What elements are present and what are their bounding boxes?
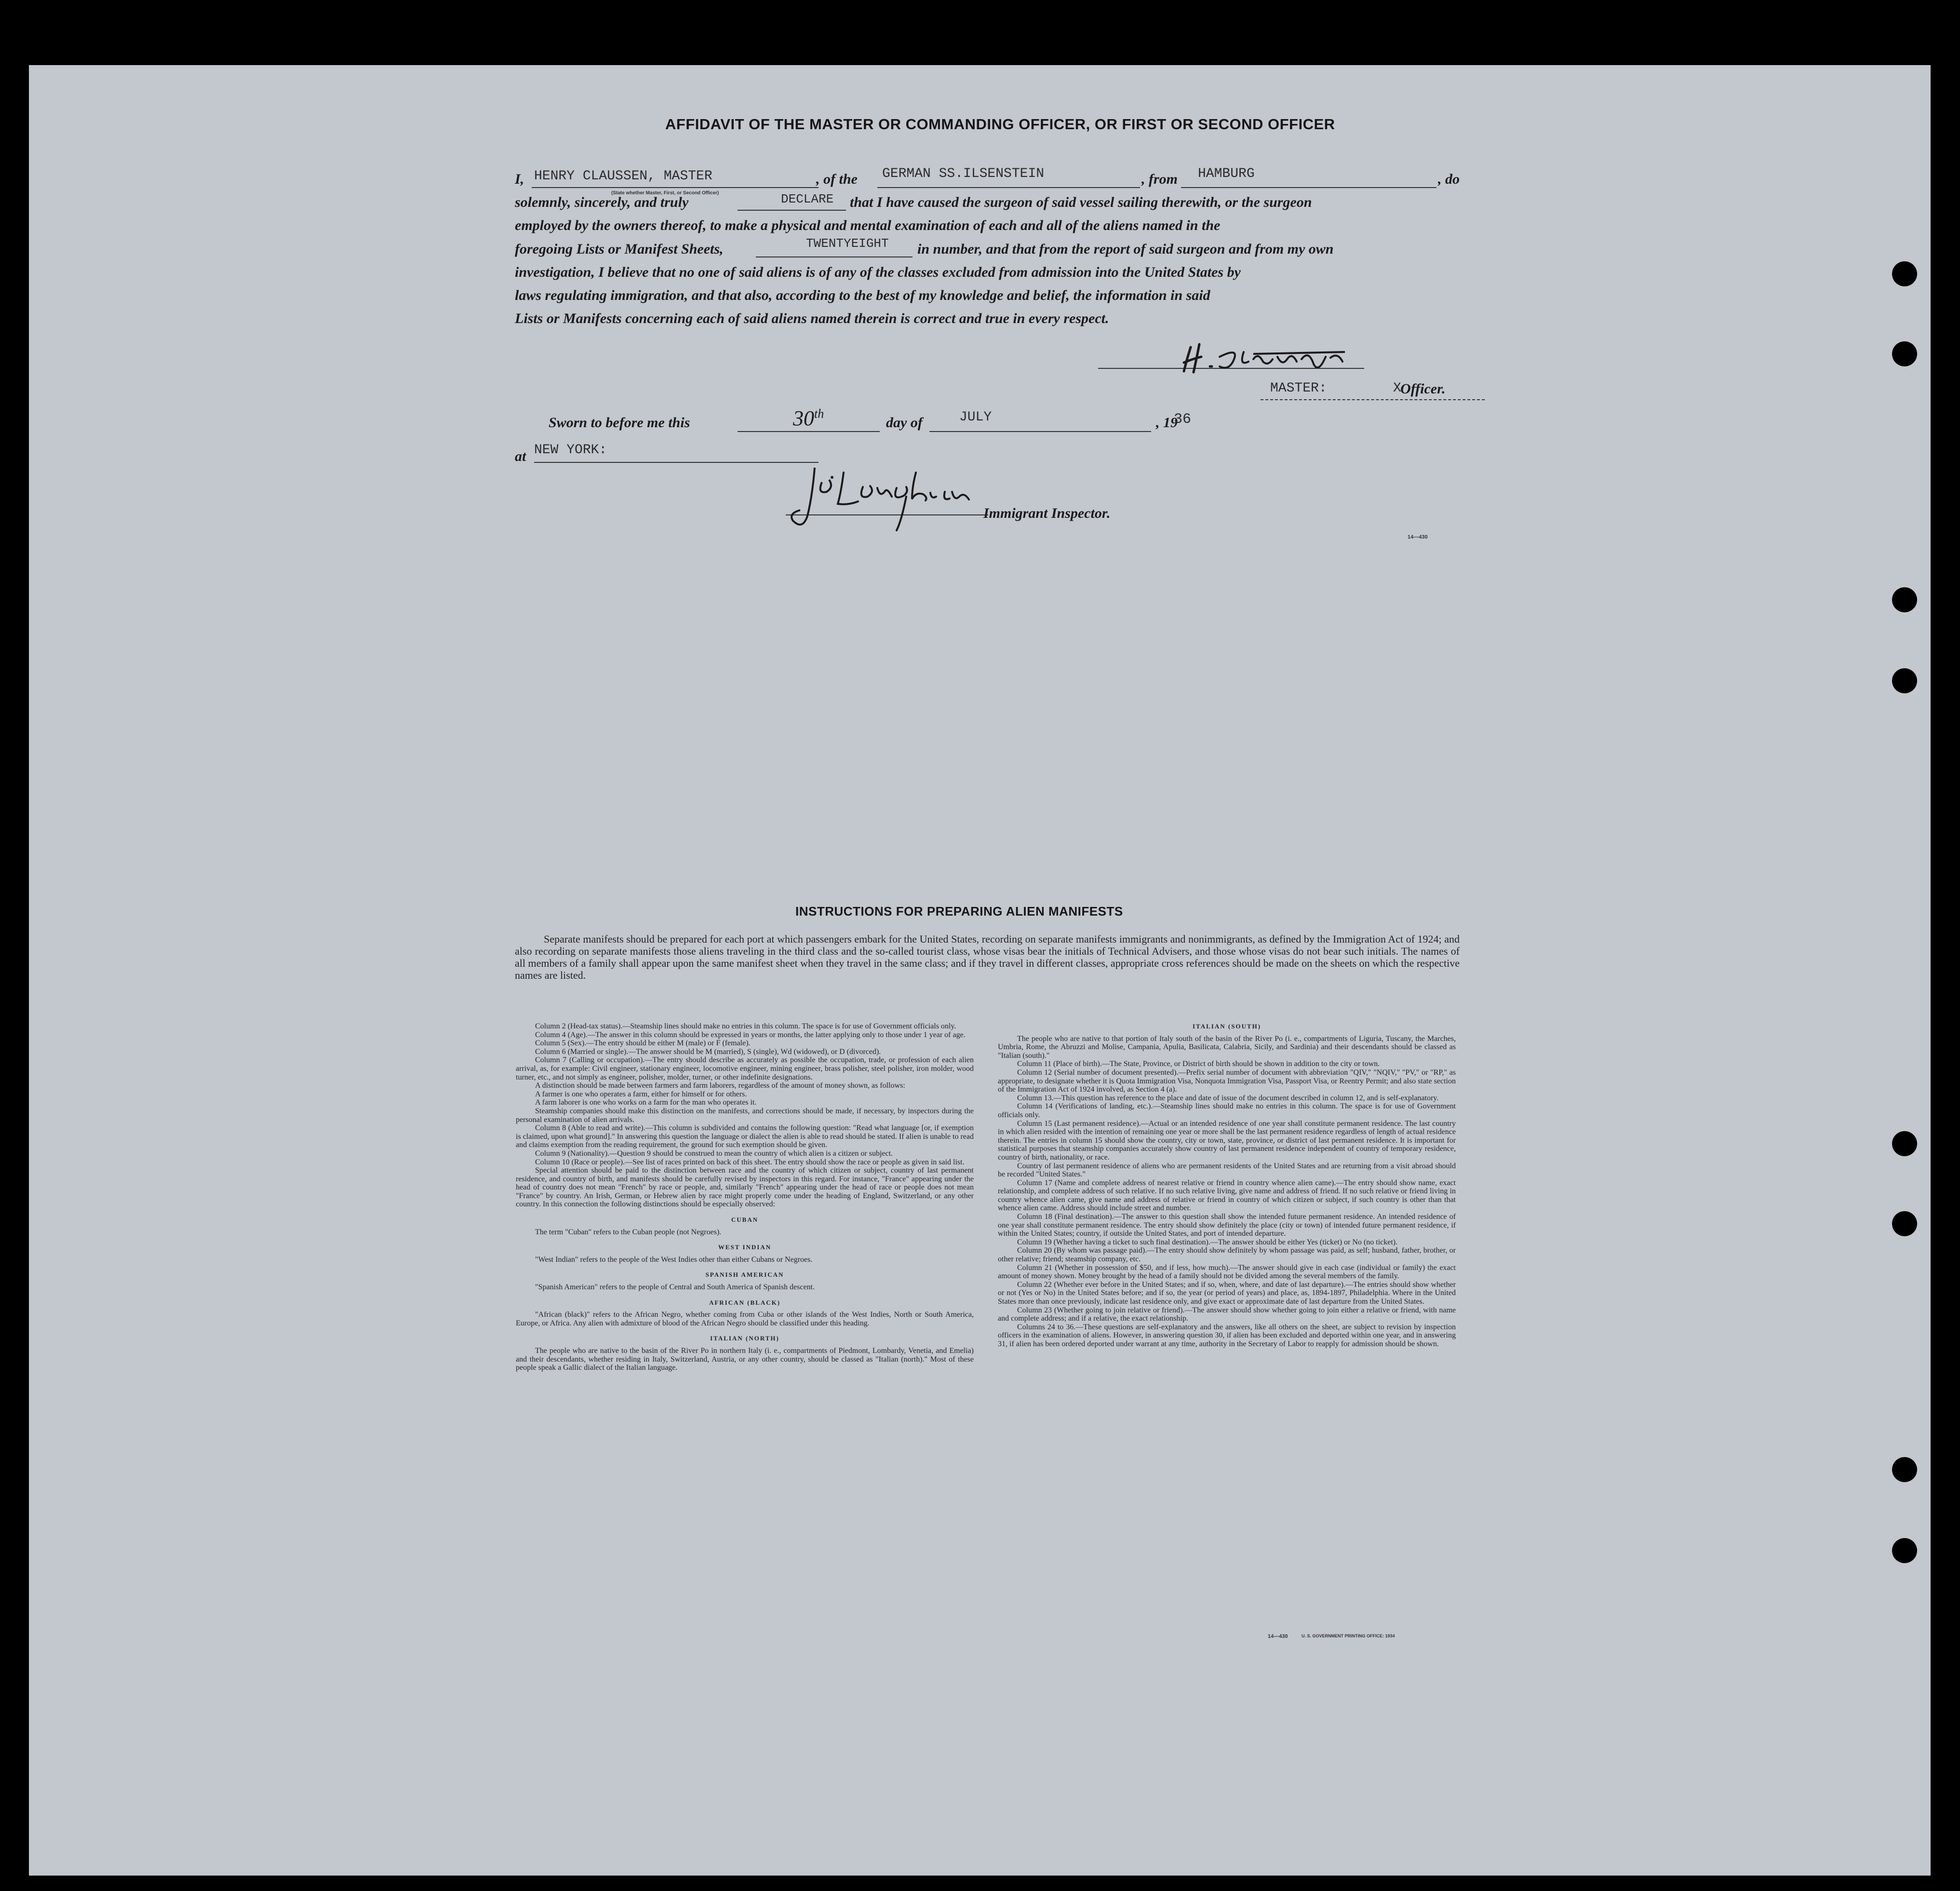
at-label: at bbox=[515, 448, 526, 464]
affidavit-line-4 bbox=[515, 241, 1460, 265]
year-field: 36 bbox=[1174, 411, 1192, 428]
officer-label: Officer. bbox=[1400, 381, 1446, 397]
binder-hole-icon bbox=[1892, 1211, 1917, 1236]
instruction-paragraph: "West Indian" refers to the people of the West Indies other than either Cubans or Negroes. bbox=[535, 1255, 813, 1264]
month-field: JULY bbox=[959, 410, 992, 425]
section-heading-west-indian: WEST INDIAN bbox=[718, 1243, 772, 1251]
binder-hole-icon bbox=[1892, 668, 1917, 693]
instruction-paragraph: Column 9 (Nationality).—Question 9 should be construed to mean the country of which alien is a citizen or subject. bbox=[535, 1149, 893, 1158]
instruction-paragraph: The term "Cuban" refers to the Cuban people (not Negroes). bbox=[535, 1228, 722, 1236]
instruction-paragraph: Column 10 (Race or people).—See list of races printed on back of this sheet. The entry should show the race or people as given in said list. bbox=[535, 1158, 965, 1166]
declare-field: DECLARE bbox=[781, 192, 834, 206]
affidavit-line-5: investigation, I believe that no one of said aliens is of any of the classes excluded from admission into the United States by bbox=[515, 264, 1241, 280]
instruction-paragraph: Column 17 (Name and complete address of nearest relative or friend in country whence alien came).—The entry should show name, exact relationship, and complete address of such relative. If no such relative living, give name and address of friend. If no such relative or friend living in country whence alien came, give name and address of relative or friend in country of which citizen or subject, if such country is other than that whence alien came. Address should include street and number. bbox=[998, 1178, 1456, 1213]
instruction-paragraph: "Spanish American" refers to the people of Central and South America of Spanish descent. bbox=[535, 1283, 815, 1292]
instruction-paragraph: Column 12 (Serial number of document presented).—Prefix serial number of document with abbreviation "QIV," "NQIV," "PV," or "RP," as appropriate, to designate whether it is Quota Immigration Visa, Nonquota Immigration Visa, Passport Visa, or Reentry Permit; and also state section of the Immigration Act of 1924 involved, as Section 4 (a). bbox=[998, 1068, 1456, 1094]
form-code-bottom: 14—430 bbox=[1268, 1634, 1288, 1639]
instruction-paragraph: Column 11 (Place of birth).—The State, Province, or District of birth should be shown in addition to the city or town. bbox=[1017, 1060, 1380, 1068]
inspector-label: Immigrant Inspector. bbox=[983, 505, 1111, 521]
instruction-paragraph: Column 4 (Age).—The answer in this column should be expressed in years or months, the latter applying only to those under 1 year of age. bbox=[535, 1030, 966, 1039]
instructions-right-column bbox=[998, 1022, 1456, 1349]
year-prefix: , 19 bbox=[1156, 415, 1178, 431]
section-heading-spanish-american: SPANISH AMERICAN bbox=[705, 1271, 784, 1279]
binder-hole-icon bbox=[1892, 261, 1917, 286]
instruction-paragraph: Column 13.—This question has reference to the place and date of issue of the document described in column 12, and is self-explanatory. bbox=[1017, 1094, 1439, 1102]
officer-rank-field: X bbox=[1393, 381, 1401, 396]
instruction-paragraph: Column 21 (Whether in possession of $50, and if less, how much).—The answer should give in each case (individual or family) the exact amount of money shown. Money brought by the head of a family should not be divided among the several members of the family. bbox=[998, 1263, 1456, 1281]
instruction-paragraph: A farm laborer is one who works on a farm for the man who operates it. bbox=[535, 1098, 757, 1107]
vessel-name-field: GERMAN SS.ILSENSTEIN bbox=[882, 166, 1045, 181]
affidavit-solemnly: solemnly, sincerely, and truly bbox=[515, 194, 689, 210]
state-rank-note: (State whether Master, First, or Second Officer) bbox=[611, 190, 719, 196]
sheet-count-field: TWENTYEIGHT bbox=[806, 236, 889, 251]
instruction-paragraph: Steamship companies should make this distinction on the manifests, and corrections should be made, if necessary, by inspectors during the personal examination of alien arrivals. bbox=[516, 1107, 974, 1124]
affidavit-i: I, bbox=[515, 171, 524, 187]
master-name-field: HENRY CLAUSSEN, MASTER bbox=[534, 169, 712, 184]
day-of-label: day of bbox=[886, 415, 923, 431]
affidavit-line-7: Lists or Manifests concerning each of said aliens named therein is correct and true in every respect. bbox=[515, 311, 1109, 326]
instructions-left-column bbox=[516, 1022, 974, 1372]
instruction-paragraph: Column 2 (Head-tax status).—Steamship lines should make no entries in this column. The space is for use of Government officials only. bbox=[535, 1022, 956, 1030]
instructions-title: INSTRUCTIONS FOR PREPARING ALIEN MANIFESTS bbox=[795, 904, 1123, 918]
binder-hole-icon bbox=[1892, 341, 1917, 366]
section-heading-african: AFRICAN (BLACK) bbox=[709, 1298, 781, 1306]
place-field: NEW YORK: bbox=[534, 443, 607, 458]
instruction-paragraph: Column 22 (Whether ever before in the United States; and if so, when, where, and date of last departure).—The entries should show whether or not (Yes or No) in the United States before; and if so, the year (or period of years) and place, as, 1894-1897, Philadelphia. Where in the United States more than once previously, indicate last residence only, and give exact or approximate date of last departure from the United States. bbox=[998, 1280, 1456, 1306]
instruction-paragraph: Column 7 (Calling or occupation).—The entry should describe as accurately as possible the occupation, trade, or profession of each alien arrival, as, for example: Civil engineer, stationary engineer, locomotive engineer, mining engineer, brass polisher, steel polisher, iron molder, wood turner, etc., and not simply as engineer, polisher, molder, turner, or other indefinite designations. bbox=[516, 1056, 974, 1081]
instruction-paragraph: Column 8 (Able to read and write).—This column is subdivided and contains the following question: "Read what language [or, if exemption is claimed, upon what ground]." In answering this question the language or dialect the alien is able to read should be stated. If alien is unable to read and claims exemption from the reading requirement, the ground for such exemption should be given. bbox=[516, 1124, 974, 1149]
instruction-paragraph: Column 19 (Whether having a ticket to such final destination).—The answer should be either Yes (ticket) or No (no ticket). bbox=[1017, 1238, 1398, 1246]
affidavit-line-6: laws regulating immigration, and that also, according to the best of my knowledge and belief, the information in said bbox=[515, 287, 1210, 303]
instruction-paragraph: A farmer is one who operates a farm, either for himself or for others. bbox=[535, 1090, 747, 1098]
instruction-paragraph: Column 5 (Sex).—The entry should be either M (male) or F (female). bbox=[535, 1039, 751, 1048]
instruction-paragraph: A distinction should be made between farmers and farm laborers, regardless of the amount of money shown, as follows: bbox=[535, 1081, 905, 1090]
day-suffix: th bbox=[814, 406, 824, 421]
instruction-paragraph: Column 6 (Married or single).—The answer should be M (married), S (single), Wd (widowed), or D (divorced). bbox=[535, 1047, 881, 1056]
section-heading-italian-north: ITALIAN (NORTH) bbox=[710, 1335, 779, 1342]
affidavit-title: AFFIDAVIT OF THE MASTER OR COMMANDING OFFICER, OR FIRST OR SECOND OFFICER bbox=[665, 116, 1335, 133]
instructions-intro: Separate manifests should be prepared for each port at which passengers embark for the United States, recording on separate manifests immigrants and nonimmigrants, as defined by the Immigration Act of 1924; and also recording on separate manifests those aliens traveling in the third class and the so-called tourist class, whose visas bear the initials of Technical Advisers, and those whose visas do not bear such initials. The names of all members of a family shall appear upon the same manifest sheet when they travel in the same class; and if they travel in different classes, appropriate cross references should be made on the sheets on which the respective names are listed. bbox=[515, 933, 1460, 981]
affidavit-in-number: in number, and that from the report of said surgeon and from my own bbox=[917, 241, 1334, 257]
day-field bbox=[793, 406, 851, 430]
binder-hole-icon bbox=[1892, 1131, 1917, 1156]
form-code-top: 14—430 bbox=[1408, 534, 1428, 540]
affidavit-do: , do bbox=[1438, 171, 1460, 187]
printer-imprint: U. S. GOVERNMENT PRINTING OFFICE: 1934 bbox=[1302, 1634, 1395, 1638]
binder-hole-icon bbox=[1892, 1457, 1917, 1482]
affidavit-line-3: employed by the owners thereof, to make a physical and mental examination of each and all of the aliens named in the bbox=[515, 217, 1221, 233]
instruction-paragraph: "African (black)" refers to the African Negro, whether coming from Cuba or other islands of the West Indies, North or South America, Europe, or Africa. Any alien with admixture of blood of the African Negro should be classified under this heading. bbox=[516, 1310, 974, 1327]
affidavit-line-2 bbox=[515, 194, 1460, 218]
section-heading-cuban: CUBAN bbox=[731, 1216, 759, 1224]
sworn-label: Sworn to before me this bbox=[549, 415, 690, 431]
master-rank-field: MASTER: bbox=[1270, 381, 1327, 396]
section-heading-italian-south: ITALIAN (SOUTH) bbox=[1192, 1023, 1262, 1030]
day-number: 30 bbox=[793, 406, 814, 430]
instruction-paragraph: The people who are native to that portion of Italy south of the basin of the River Po (i. e., compartments of Liguria, Tuscany, the Marches, Umbria, Rome, the Abruzzi and Molise, Campania, Apulia, Basilicata, Calabria, Sicily, and Sardinia) and their descendants should be classed as "Italian (south)." bbox=[998, 1034, 1456, 1060]
master-signature bbox=[1094, 338, 1383, 391]
instruction-paragraph: The people who are native to the basin of the River Po in northern Italy (i. e., compartments of Piedmont, Lombardy, Venetia, and Emelia) and their descendants, whether residing in Italy, Switzerland, Austria, or any other country, should be classed as "Italian (north)." Most of these people speak a Gallic dialect of the Italian language. bbox=[516, 1347, 974, 1372]
instruction-paragraph: Column 15 (Last permanent residence).—Actual or an intended residence of one year shall constitute permanent residence. The last country in which alien resided with the intention of remaining one year or more shall be the last permanent residence regardless of length of actual residence therein. The entries in column 15 should show the country, city or town, state, province, or district of last permanent residence. It is important for statistical purposes that steamship companies accurately show country of last permanent residence independent of country of temporary residence, country of birth, nationality, or race. bbox=[998, 1119, 1456, 1162]
binder-hole-icon bbox=[1892, 1538, 1917, 1563]
instruction-paragraph: Column 18 (Final destination).—The answer to this question shall show the intended future permanent residence. An intended residence of one year shall constitute permanent residence. The entry should show definitely the place (city or town) of intended future permanent residence, if within the United States; country, if outside the United States, and port of intended departure. bbox=[998, 1213, 1456, 1238]
affidavit-from: , from bbox=[1141, 171, 1178, 187]
departure-port-field: HAMBURG bbox=[1198, 166, 1255, 181]
instruction-paragraph: Column 23 (Whether going to join relative or friend).—The answer should show whether going to join either a relative or friend, with name and complete address; and if a relative, the exact relationship. bbox=[998, 1306, 1456, 1323]
affidavit-surgeon: that I have caused the surgeon of said vessel sailing therewith, or the surgeon bbox=[850, 194, 1312, 210]
binder-hole-icon bbox=[1892, 587, 1917, 612]
affidavit-of-the: , of the bbox=[816, 171, 858, 187]
instruction-paragraph: Special attention should be paid to the distinction between race and the country of which citizen or subject, country of last permanent residence, and country of birth, and manifests should be carefully revised by inspectors in this regard. For instance, "France" appearing under the head of country does not mean "French" by race or people, and, similarly "French" appearing under the head of race or people does not mean "France" by country. An Irish, German, or Hebrew alien by race might properly come under the heading of England, Switzerland, or any other country. In this connection the following distinctions should be especially observed: bbox=[516, 1166, 974, 1209]
instruction-paragraph: Columns 24 to 36.—These questions are self-explanatory and the answers, like all others on the sheet, are subject to revision by inspection officers in the examination of aliens. However, in answering question 30, if alien has been excluded and deported within one year, and in answering 31, if alien has been ordered deported under warrant at any time, authority in the Secretary of Labor to reapply for admission should be shown. bbox=[998, 1323, 1456, 1348]
instruction-paragraph: Country of last permanent residence of aliens who are permanent residents of the United States and are returning from a visit abroad should be recorded "United States." bbox=[998, 1162, 1456, 1179]
instruction-paragraph: Column 20 (By whom was passage paid).—The entry should show definitely by whom passage was paid, as self; husband, father, brother, or other relative; friend; steamship company, etc. bbox=[998, 1246, 1456, 1264]
affidavit-foregoing: foregoing Lists or Manifest Sheets, bbox=[515, 241, 724, 257]
instruction-paragraph: Column 14 (Verifications of landing, etc.).—Steamship lines should make no entries in this column. The space is for use of Government officials only. bbox=[998, 1102, 1456, 1119]
